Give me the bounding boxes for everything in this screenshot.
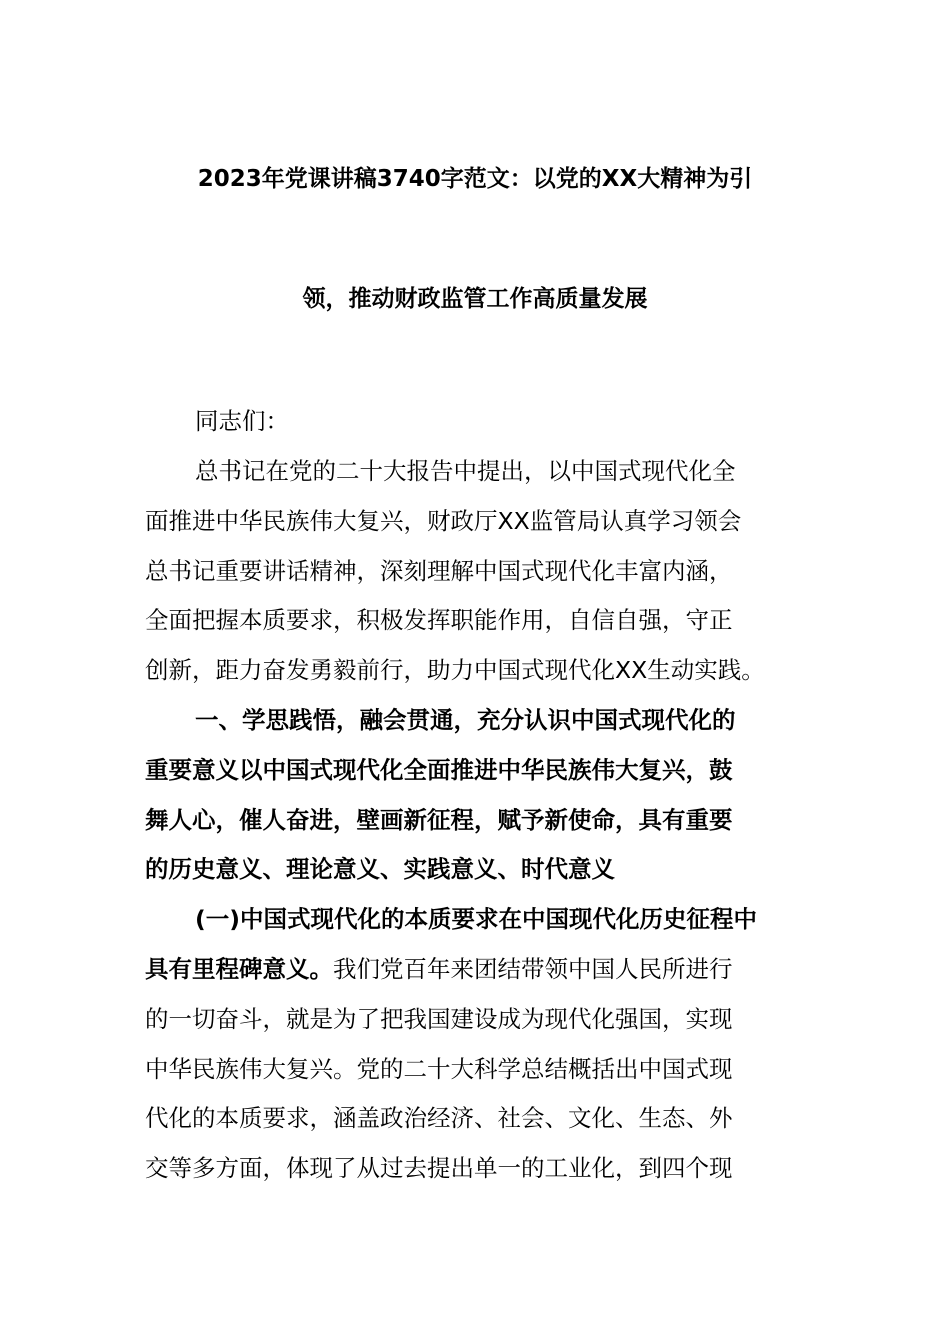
- section-heading-line: 重要意义以中国式现代化全面推进中华民族伟大复兴，鼓: [145, 756, 733, 784]
- section-heading-line: 舞人心，催人奋进，壁画新征程，赋予新使命，具有重要: [145, 806, 733, 834]
- paragraph-line: 全面把握本质要求，积极发挥职能作用，自信自强，守正: [145, 606, 733, 634]
- section-heading-line: 一、学思践悟，融会贯通，充分认识中国式现代化的: [195, 706, 736, 734]
- paragraph-text: 我们党百年来团结带领中国人民所进行: [333, 955, 733, 983]
- document-title-line-1: 2023年党课讲稿3740字范文：以党的XX大精神为引: [197, 166, 753, 192]
- paragraph-line: 面推进中华民族伟大复兴，财政厅XX监管局认真学习领会: [145, 507, 742, 535]
- mixed-paragraph-line: [145, 954, 733, 984]
- paragraph-line: 总书记重要讲话精神，深刻理解中国式现代化丰富内涵，: [145, 557, 733, 585]
- document-title-line-2: 领，推动财政监管工作高质量发展: [302, 286, 648, 312]
- paragraph-line: 总书记在党的二十大报告中提出，以中国式现代化全: [195, 457, 736, 485]
- section-heading-line: 的历史意义、理论意义、实践意义、时代意义: [145, 855, 615, 883]
- paragraph-line: 交等多方面，体现了从过去提出单一的工业化，到四个现: [145, 1154, 733, 1182]
- paragraph-line: 代化的本质要求，涵盖政治经济、社会、文化、生态、外: [145, 1104, 733, 1132]
- subsection-heading-line: (一)中国式现代化的本质要求在中国现代化历史征程中: [195, 905, 757, 933]
- paragraph-line: 中华民族伟大复兴。党的二十大科学总结概括出中国式现: [145, 1055, 733, 1083]
- subsection-heading-end: 具有里程碑意义。: [145, 955, 333, 983]
- paragraph-line: 的一切奋斗，就是为了把我国建设成为现代化强国，实现: [145, 1005, 733, 1033]
- greeting: 同志们：: [195, 407, 289, 435]
- paragraph-line: 创新，距力奋发勇毅前行，助力中国式现代化XX生动实践。: [145, 656, 765, 684]
